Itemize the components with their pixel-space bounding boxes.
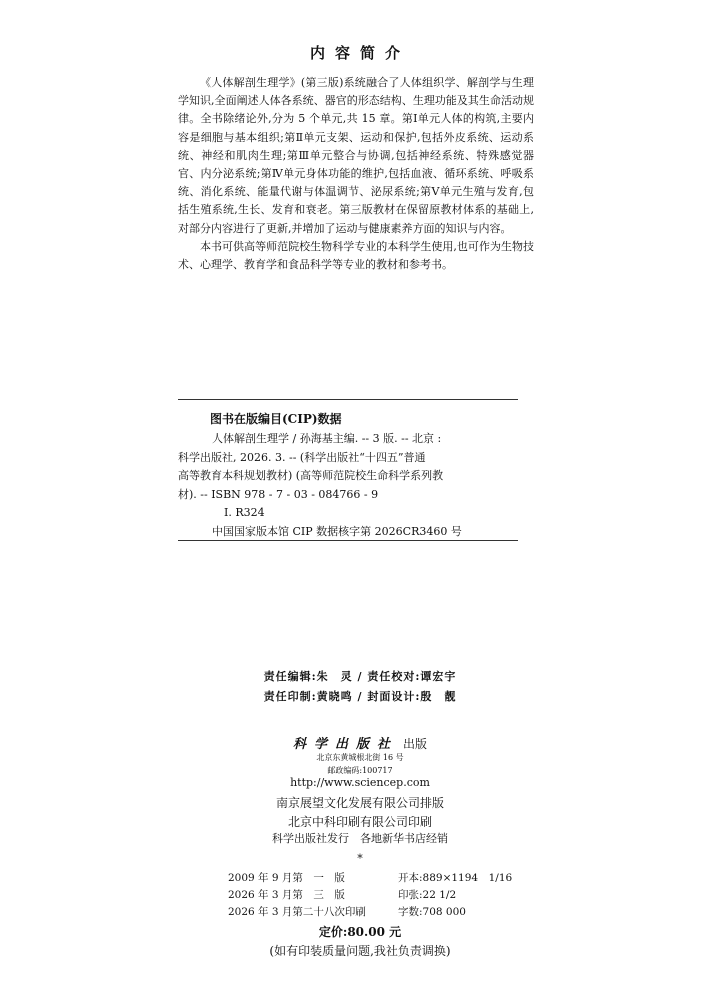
publisher-line <box>0 733 720 752</box>
price: 定价:80.00 元 <box>318 925 402 939</box>
typeset-info: 南京展望文化发展有限公司排版 <box>275 796 444 810</box>
cip-top-rule <box>178 399 518 400</box>
distribution-info: 科学出版社发行 各地新华书店经销 <box>272 832 448 845</box>
edition-date: 2009 年 9 月第 一 版 <box>228 872 345 884</box>
publisher-action: 出版 <box>403 737 428 751</box>
spec-row <box>228 904 548 921</box>
cip-bottom-rule <box>178 540 518 541</box>
sheets-info: 印张:22 1/2 <box>398 889 457 901</box>
format-info: 开本:889×1194 1/16 <box>398 872 513 884</box>
printer-info: 北京中科印刷有限公司印刷 <box>287 815 432 829</box>
spec-row <box>228 887 548 904</box>
cip-title: 图书在版编目(CIP)数据 <box>210 412 342 426</box>
summary-paragraph-1: 《人体解剖生理学》(第三版)系统融合了人体组织学、解剖学与生理学知识,全面阐述人体各系统、器官的形态结构、生理功能及其生命活动规律。全书除绪论外,分为 5 个单元,共 15 章。第Ⅰ单元人体的构筑,主要内容是细胞与基本组织;第Ⅱ单元支架、运动和保护,包括外皮系统、运动系统、神经和肌肉生理;第Ⅲ单元整合与协调,包括神经系统、特殊感觉器官、内分泌系统;第Ⅳ单元身体功能的维护,包括血液、循环系统、呼吸系统、消化系统、能量代谢与体温调节、泌尿系统;第Ⅴ单元生殖与发育,包括生殖系统,生长、发育和衰老。第三版教材在保留原教材体系的基础上,对部分内容进行了更新,并增加了运动与健康素养方面的知识与内容。 <box>178 76 534 235</box>
publisher-name: 科学出版社 <box>292 737 398 752</box>
separator-asterisk: * <box>357 852 363 865</box>
print-date: 2026 年 3 月第二十八次印刷 <box>228 906 366 918</box>
summary-paragraph-2: 本书可供高等师范院校生物科学专业的本科学生使用,也可作为生物技术、心理学、教育学和食品科学等专业的教材和参考书。 <box>178 239 534 272</box>
quality-notice: (如有印装质量问题,我社负责调换) <box>269 944 451 958</box>
cip-line-5: Ⅰ. R324 <box>224 506 265 519</box>
summary-text <box>178 74 534 274</box>
cip-line-6: 中国国家版本馆 CIP 数据核字第 2026CR3460 号 <box>212 524 462 538</box>
editor-credits: 责任编辑:朱 灵 / 责任校对:谭宏宇 <box>263 670 457 683</box>
edition-date: 2026 年 3 月第 三 版 <box>228 889 345 901</box>
word-count: 字数:708 000 <box>398 906 466 918</box>
cip-line-3: 高等教育本科规划教材) (高等师范院校生命科学系列教 <box>178 469 444 482</box>
publisher-url: http://www.sciencep.com <box>290 776 430 789</box>
publisher-postcode: 邮政编码:100717 <box>327 766 393 775</box>
cip-line-4: 材). -- ISBN 978 - 7 - 03 - 084766 - 9 <box>178 487 379 501</box>
cip-line-2: 科学出版社, 2026. 3. -- (科学出版社“十四五”普通 <box>178 450 426 464</box>
cip-line-1: 人体解剖生理学 / 孙海基主编. -- 3 版. -- 北京 : <box>212 432 442 445</box>
spec-row <box>228 870 548 887</box>
cip-record <box>178 430 518 541</box>
publisher-address: 北京东黄城根北街 16 号 <box>316 753 404 762</box>
page-title: 内容简介 <box>309 44 410 62</box>
print-credits: 责任印制:黄晓鸣 / 封面设计:殷 靓 <box>263 690 457 703</box>
